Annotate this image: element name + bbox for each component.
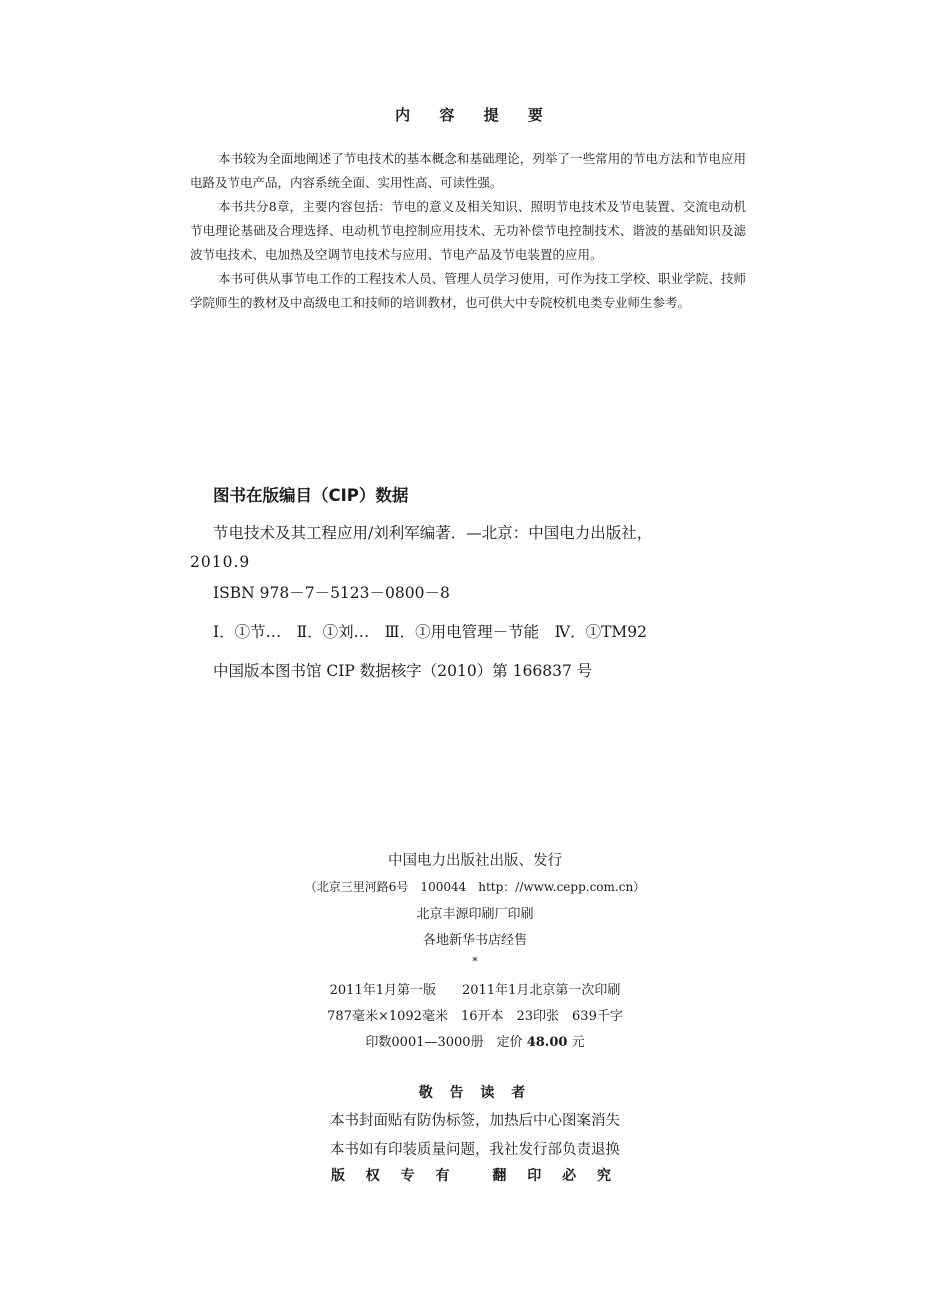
publisher-line: 中国电力出版社出版、发行 xyxy=(388,853,562,869)
notice-returns: 本书如有印装质量问题，我社发行部负责退换 xyxy=(330,1142,620,1158)
summary-body xyxy=(190,147,746,315)
format-line: 787毫米×1092毫米 16开本 23印张 639千字 xyxy=(327,1009,623,1024)
distributor-line: 各地新华书店经售 xyxy=(422,933,527,948)
copies-price-line xyxy=(0,1031,950,1050)
cip-isbn: ISBN 978－7－5123－0800－8 xyxy=(213,584,450,602)
notice-copyright: 版 权 专 有 翻 印 必 究 xyxy=(330,1168,620,1184)
summary-paragraph: 本书较为全面地阐述了节电技术的基本概念和基础理论，列举了一些常用的节电方法和节电应用电路及节电产品，内容系统全面、实用性高、可读性强。 xyxy=(190,151,746,190)
copies-text: 印数0001—3000册 定价 xyxy=(365,1035,527,1050)
edition-line: 2011年1月第一版 2011年1月北京第一次印刷 xyxy=(329,983,621,998)
cip-record-number: 中国版本图书馆 CIP 数据核字（2010）第 166837 号 xyxy=(213,662,593,680)
notice-title: 敬 告 读 者 xyxy=(418,1085,532,1101)
cip-classification: Ⅰ．①节… Ⅱ．①刘… Ⅲ．①用电管理－节能 Ⅳ．①TM92 xyxy=(213,623,648,641)
notice-anti-counterfeit: 本书封面贴有防伪标签，加热后中心图案消失 xyxy=(330,1113,620,1129)
cip-date-line: 2010.9 xyxy=(190,553,251,571)
price-unit: 元 xyxy=(567,1035,585,1050)
summary-paragraph: 本书共分8章，主要内容包括：节电的意义及相关知识、照明节电技术及节电装置、交流电动机节电理论基础及合理选择、电动机节电控制应用技术、无功补偿节电控制技术、谐波的基础知识及滤波节电技术、电加热及空调节电技术与应用、节电产品及节电装置的应用。 xyxy=(190,199,746,262)
publisher-address: （北京三里河路6号 100044 http：//www.cepp.com.cn） xyxy=(304,880,646,894)
price-value: 48.00 xyxy=(526,1035,568,1050)
summary-paragraph: 本书可供从事节电工作的工程技术人员、管理人员学习使用，可作为技工学校、职业学院、技师学院师生的教材及中高级电工和技师的培训教材，也可供大中专院校机电类专业师生参考。 xyxy=(190,271,746,310)
printer-line: 北京丰源印刷厂印刷 xyxy=(416,907,534,922)
cip-heading: 图书在版编目（CIP）数据 xyxy=(213,486,409,505)
summary-title: 内 容 提 要 xyxy=(395,106,555,124)
cip-title-line: 节电技术及其工程应用/刘利军编著．—北京：中国电力出版社， xyxy=(213,524,653,542)
separator-star: * xyxy=(472,955,478,968)
